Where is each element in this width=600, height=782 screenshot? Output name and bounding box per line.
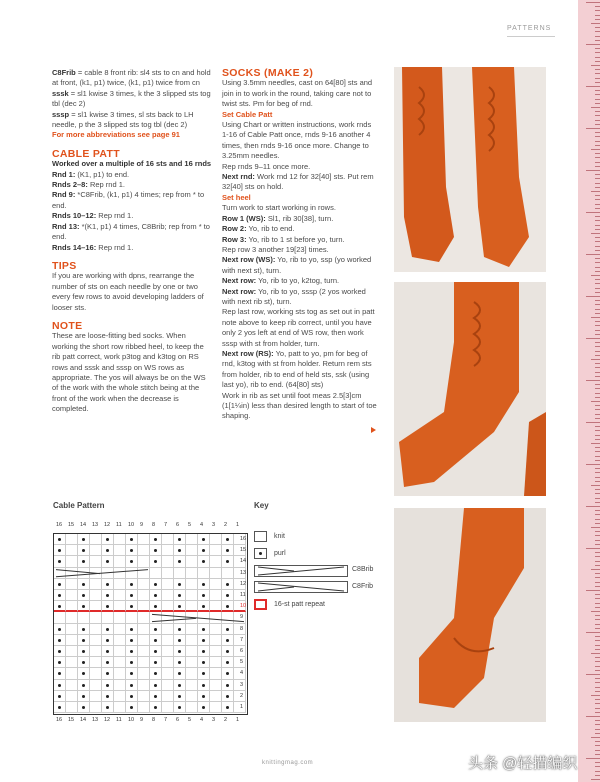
ruler-tick [595, 762, 600, 763]
ruler-tick [595, 246, 600, 247]
heel-row: Row 2: Yo, rib to end. [222, 224, 295, 234]
ruler-tick [595, 120, 600, 121]
ruler-tick [591, 65, 600, 66]
ruler-tick [595, 489, 600, 490]
ruler-tick [586, 674, 600, 675]
ruler-tick [595, 426, 600, 427]
ruler-tick [591, 611, 600, 612]
ruler-tick [595, 666, 600, 667]
ruler-tick [591, 527, 600, 528]
ruler-tick [595, 498, 600, 499]
ruler-tick [595, 477, 600, 478]
section-header: PATTERNS [507, 25, 552, 32]
ruler-tick [591, 149, 600, 150]
note-text: These are loose-fitting bed socks. When working the short row ribbed heel, to keep the rib patt correct, work p3tog and k3tog on RS rows and sssk and sssp on WS rows as appropriate. The yos will always be on the WS of the work with the whole stitch being at the front of the work when the decrease is completed. [52, 331, 206, 414]
ruler-tick [595, 561, 600, 562]
footer-url: knittingmag.com [262, 760, 314, 766]
ruler-tick [595, 78, 600, 79]
ruler-tick [595, 670, 600, 671]
heel-row: Rep last row, working sts tog as set out in patt note above to keep rib correct, until you have only 2 yos left at end of WS row, then work sssp with st from holder, turn. [222, 307, 375, 348]
ruler-tick [595, 262, 600, 263]
ruler-tick [595, 124, 600, 125]
next-rnd: Next rnd: Work rnd 12 for 32[40] sts. Put rem 32[40] sts on hold. [222, 172, 374, 192]
chart-col-number: 5 [188, 717, 192, 723]
ruler-tick [586, 44, 600, 45]
ruler-tick [595, 708, 600, 709]
ruler-tick [595, 271, 600, 272]
ruler-tick [591, 275, 600, 276]
chart-col-number: 16 [56, 717, 63, 723]
chart-col-number: 8 [152, 717, 156, 723]
chart-col-number: 10 [128, 717, 135, 723]
ruler-tick [595, 552, 600, 553]
ruler-tick [591, 191, 600, 192]
chart-row-number: 4 [240, 670, 244, 677]
heel-row: Work in rib as set until foot meas 2.5[3]cm (1[1¼in) less than desired length to start of toe shaping. [222, 390, 377, 421]
chart-col-number: 1 [236, 717, 240, 723]
socks-heading: SOCKS (MAKE 2) [222, 67, 314, 79]
chart-col-number: 12 [104, 522, 111, 528]
ruler-tick [595, 724, 600, 725]
ruler-tick [595, 304, 600, 305]
chart-row-number: 3 [240, 681, 244, 688]
heel-row: Row 1 (WS): Sl1, rib 30[38], turn. [222, 213, 334, 223]
cable-stroke [56, 570, 100, 574]
cable-chart-grid [53, 533, 248, 715]
continue-arrow-icon [371, 427, 376, 433]
ruler-tick [595, 405, 600, 406]
photo-sock-heel [394, 508, 546, 722]
key-label-c8brib: C8Brib [352, 566, 374, 573]
chart-col-number: 6 [176, 717, 180, 723]
ruler-tick [595, 40, 600, 41]
ruler-tick [595, 178, 600, 179]
chart-col-number: 14 [80, 522, 87, 528]
ruler-tick [586, 548, 600, 549]
ruler-tick [595, 187, 600, 188]
ruler-tick [595, 174, 600, 175]
heel-row: Next row: Yo, rib to yo, sssp (2 yos worked with next rib st), turn. [222, 286, 366, 306]
ruler-tick [595, 145, 600, 146]
ruler-tick [595, 510, 600, 511]
ruler-tick [595, 330, 600, 331]
ruler-tick [595, 367, 600, 368]
ruler-tick [586, 380, 600, 381]
chart-col-number: 7 [164, 522, 168, 528]
ruler-tick [595, 712, 600, 713]
chart-row-number: 7 [240, 636, 244, 643]
ruler-tick [595, 57, 600, 58]
ruler-tick [595, 73, 600, 74]
more-abbreviations-link[interactable]: For more abbreviations see page 91 [52, 130, 180, 140]
ruler-tick [595, 69, 600, 70]
ruler-tick [595, 31, 600, 32]
ruler-tick [595, 729, 600, 730]
chart-row-number: 13 [240, 569, 247, 576]
ruler-tick [595, 645, 600, 646]
ruler-tick [591, 317, 600, 318]
ruler-tick [595, 19, 600, 20]
key-label-knit: knit [274, 533, 285, 540]
ruler-tick [595, 523, 600, 524]
ruler-tick [595, 99, 600, 100]
ruler-tick [595, 36, 600, 37]
ruler-tick [595, 61, 600, 62]
chart-col-number: 12 [104, 717, 111, 723]
measuring-ruler [578, 0, 600, 782]
chart-col-number: 9 [140, 717, 144, 723]
ruler-tick [595, 699, 600, 700]
ruler-tick [595, 388, 600, 389]
chart-row-number: 2 [240, 692, 244, 699]
heel-row: Next row: Yo, rib to yo, k2tog, turn. [222, 276, 340, 286]
chart-col-number: 13 [92, 522, 99, 528]
tips-text: If you are working with dpns, rearrange the number of sts on each needle by one or two every few rows to avoid developing ladders of looser sts. [52, 271, 204, 312]
chart-row-number: 14 [240, 558, 247, 565]
chart-row-number: 10 [240, 603, 247, 610]
ruler-tick [595, 519, 600, 520]
photo-socks-pair [394, 67, 546, 272]
heel-row: Next row (RS): Yo, patt to yo, pm for beg of rnd, k3tog with st from holder. Return rem sts from holder, rib to end of held sts, ssk (using last yo), rib to end. (64[80] sts) [222, 348, 372, 390]
knit-key-symbol [254, 531, 267, 542]
ruler-tick [595, 619, 600, 620]
ruler-tick [595, 111, 600, 112]
chart-col-number: 1 [236, 522, 240, 528]
cable-stroke [152, 618, 196, 621]
cable-row: Rnds 2–8: Rep rnd 1. [52, 180, 125, 190]
ruler-tick [595, 733, 600, 734]
ruler-tick [595, 288, 600, 289]
ruler-tick [595, 687, 600, 688]
ruler-tick [595, 351, 600, 352]
ruler-tick [586, 716, 600, 717]
ruler-tick [586, 632, 600, 633]
ruler-tick [595, 283, 600, 284]
ruler-tick [586, 2, 600, 3]
ruler-tick [591, 233, 600, 234]
ruler-tick [595, 346, 600, 347]
cable-row: Rnd 13: *(K1, p1) 4 times, C8Brib; rep from * to end. [52, 221, 210, 242]
ruler-tick [595, 355, 600, 356]
ruler-tick [595, 309, 600, 310]
chart-col-number: 11 [116, 717, 122, 723]
chart-row-number: 16 [240, 536, 247, 542]
chart-col-number: 2 [224, 522, 228, 528]
chart-col-number: 6 [176, 522, 180, 528]
photo-sock-side [394, 282, 546, 496]
key-label-purl: purl [274, 550, 286, 557]
ruler-tick [595, 334, 600, 335]
chart-col-number: 16 [56, 522, 63, 528]
ruler-tick [595, 418, 600, 419]
ruler-tick [591, 401, 600, 402]
ruler-tick [595, 384, 600, 385]
ruler-tick [595, 624, 600, 625]
cable-row: Rnd 1: (K1, p1) to end. [52, 169, 130, 179]
ruler-tick [595, 573, 600, 574]
ruler-tick [595, 229, 600, 230]
ruler-tick [595, 577, 600, 578]
ruler-tick [586, 128, 600, 129]
ruler-tick [595, 27, 600, 28]
chart-col-number: 9 [140, 522, 144, 528]
column-2 [222, 68, 377, 422]
ruler-tick [595, 393, 600, 394]
heel-row: Next row (WS): Yo, rib to yo, ssp (yo worked with next st), turn. [222, 255, 372, 275]
cable-row: Rnds 10–12: Rep rnd 1. [52, 211, 134, 221]
ruler-tick [595, 183, 600, 184]
ruler-tick [595, 582, 600, 583]
chart-col-number: 10 [128, 522, 135, 528]
ruler-tick [595, 741, 600, 742]
ruler-tick [595, 447, 600, 448]
ruler-tick [595, 493, 600, 494]
chart-col-number: 4 [200, 522, 204, 528]
abbr-sssk: sssk = sl1 kwise 3 times, k the 3 slipped sts tog tbl (dec 2) [52, 88, 211, 109]
ruler-tick [591, 443, 600, 444]
set-heel-heading: Set heel [222, 192, 251, 202]
ruler-tick [595, 208, 600, 209]
ruler-tick [595, 720, 600, 721]
ruler-tick [595, 363, 600, 364]
ruler-tick [595, 468, 600, 469]
ruler-tick [591, 695, 600, 696]
ruler-tick [595, 237, 600, 238]
ruler-tick [595, 514, 600, 515]
ruler-tick [595, 153, 600, 154]
ruler-tick [595, 250, 600, 251]
cable-patt-heading: CABLE PATT [52, 147, 120, 160]
ruler-tick [595, 279, 600, 280]
chart-row-number: 5 [240, 659, 244, 666]
ruler-tick [595, 204, 600, 205]
ruler-tick [595, 535, 600, 536]
chart-col-number: 13 [92, 717, 99, 723]
ruler-tick [591, 779, 600, 780]
ruler-tick [595, 103, 600, 104]
ruler-tick [595, 52, 600, 53]
note-heading: NOTE [52, 319, 83, 332]
ruler-tick [595, 502, 600, 503]
ruler-tick [595, 342, 600, 343]
header-divider [507, 36, 555, 37]
ruler-tick [595, 649, 600, 650]
ruler-tick [595, 607, 600, 608]
socks-intro: Using 3.5mm needles, cast on 64[80] sts and join in to work in the round, taking care not to twist sts. Pm for beg of rnd. [222, 78, 373, 109]
chart-row-number: 8 [240, 625, 244, 632]
ruler-tick [595, 313, 600, 314]
ruler-tick [595, 199, 600, 200]
ruler-tick [595, 640, 600, 641]
ruler-tick [595, 90, 600, 91]
ruler-tick [595, 771, 600, 772]
ruler-tick [595, 472, 600, 473]
ruler-tick [591, 653, 600, 654]
cable-row: Rnds 14–16: Rep rnd 1. [52, 242, 134, 252]
ruler-tick [595, 678, 600, 679]
set-cable-heading: Set Cable Patt [222, 109, 273, 119]
column-1 [52, 68, 212, 415]
socks-pair-image [394, 67, 546, 272]
chart-col-number: 7 [164, 717, 168, 723]
ruler-tick [595, 10, 600, 11]
ruler-tick [595, 565, 600, 566]
ruler-tick [586, 758, 600, 759]
ruler-tick [595, 48, 600, 49]
cable-key-symbols [254, 565, 348, 595]
ruler-tick [586, 422, 600, 423]
abbr-c8frib: C8Frib = cable 8 front rib: sl4 sts to cn and hold at front, (k1, p1) twice, (k1, p1) twice from cn [52, 68, 211, 88]
ruler-tick [595, 636, 600, 637]
set-cable-text: Using Chart or written instructions, work rnds 1-16 of Cable Patt once, rnds 9-16 another 4 times, then rnds 9-16 once more. Change to 3.25mm needles. [222, 120, 372, 161]
ruler-tick [595, 166, 600, 167]
ruler-tick [595, 775, 600, 776]
patt-repeat-key-symbol [254, 599, 267, 610]
chart-col-number: 14 [80, 717, 87, 723]
ruler-tick [591, 359, 600, 360]
cable-lines [54, 534, 247, 714]
ruler-tick [595, 82, 600, 83]
ruler-tick [595, 6, 600, 7]
chart-row-number: 6 [240, 648, 244, 654]
ruler-tick [595, 750, 600, 751]
chart-col-number: 4 [200, 717, 204, 723]
ruler-tick [595, 267, 600, 268]
ruler-tick [595, 603, 600, 604]
ruler-tick [595, 15, 600, 16]
ruler-tick [595, 162, 600, 163]
ruler-tick [595, 132, 600, 133]
chart-row-number: 1 [240, 704, 244, 710]
ruler-tick [595, 691, 600, 692]
ruler-tick [595, 195, 600, 196]
ruler-tick [595, 586, 600, 587]
ruler-tick [586, 86, 600, 87]
ruler-tick [586, 254, 600, 255]
ruler-tick [586, 296, 600, 297]
ruler-tick [595, 258, 600, 259]
abbr-sssp: sssp = sl1 kwise 3 times, sl sts back to LH needle, p the 3 slipped sts tog tbl (dec 2) [52, 109, 194, 130]
ruler-tick [595, 376, 600, 377]
ruler-tick [595, 556, 600, 557]
rep-text: Rep rnds 9–11 once more. [222, 161, 311, 171]
ruler-tick [595, 661, 600, 662]
ruler-tick [595, 544, 600, 545]
ruler-tick [586, 506, 600, 507]
ruler-tick [595, 409, 600, 410]
ruler-tick [586, 590, 600, 591]
ruler-tick [595, 460, 600, 461]
ruler-tick [595, 766, 600, 767]
ruler-tick [595, 430, 600, 431]
tips-heading: TIPS [52, 259, 77, 272]
heel-intro: Turn work to start working in rows. [222, 203, 336, 213]
ruler-tick [595, 745, 600, 746]
ruler-tick [595, 628, 600, 629]
ruler-tick [595, 141, 600, 142]
ruler-tick [595, 703, 600, 704]
chart-col-number: 15 [68, 522, 75, 528]
chart-col-number: 15 [68, 717, 75, 723]
ruler-tick [595, 136, 600, 137]
ruler-tick [595, 94, 600, 95]
ruler-tick [595, 216, 600, 217]
chart-col-number: 5 [188, 522, 192, 528]
chart-title: Cable Pattern [53, 501, 105, 510]
chart-col-number: 8 [152, 522, 156, 528]
cable-row: Rnd 9: *C8Frib, (k1, p1) 4 times; rep from * to end. [52, 190, 205, 210]
ruler-tick [591, 23, 600, 24]
ruler-tick [595, 594, 600, 595]
ruler-tick [595, 241, 600, 242]
watermark: 头条 @轻描编织 [468, 755, 578, 772]
chart-col-number: 11 [116, 522, 122, 528]
ruler-tick [595, 754, 600, 755]
ruler-tick [591, 569, 600, 570]
chart-col-number: 3 [212, 717, 216, 723]
cable-patt-intro: Worked over a multiple of 16 sts and 16 rnds [52, 159, 212, 169]
key-label-repeat: 16-st patt repeat [274, 601, 325, 608]
ruler-tick [595, 439, 600, 440]
ruler-tick [586, 464, 600, 465]
ruler-tick [595, 157, 600, 158]
ruler-tick [595, 372, 600, 373]
ruler-tick [595, 292, 600, 293]
ruler-tick [595, 300, 600, 301]
ruler-tick [595, 220, 600, 221]
ruler-tick [595, 115, 600, 116]
ruler-tick [595, 456, 600, 457]
ruler-tick [595, 615, 600, 616]
heel-row: Row 3: Yo, rib to 1 st before yo, turn. [222, 234, 345, 244]
key-title: Key [254, 501, 269, 510]
ruler-tick [591, 737, 600, 738]
heel-row: Rep row 3 another 19[23] times. [222, 244, 329, 254]
purl-key-symbol [254, 548, 267, 559]
ruler-tick [595, 531, 600, 532]
ruler-tick [586, 338, 600, 339]
ruler-tick [595, 451, 600, 452]
ruler-tick [595, 435, 600, 436]
sock-side-image [394, 282, 546, 496]
ruler-tick [591, 485, 600, 486]
ruler-tick [586, 212, 600, 213]
chart-row-number: 9 [240, 614, 244, 621]
chart-row-number: 11 [240, 592, 246, 598]
chart-row-number: 15 [240, 547, 247, 554]
ruler-tick [595, 682, 600, 683]
key-label-c8frib: C8Frib [352, 583, 374, 590]
ruler-tick [595, 414, 600, 415]
ruler-tick [586, 170, 600, 171]
ruler-tick [591, 107, 600, 108]
ruler-tick [595, 225, 600, 226]
ruler-tick [595, 321, 600, 322]
chart-row-number: 12 [240, 580, 247, 587]
chart-col-number: 3 [212, 522, 216, 528]
sock-heel-image [394, 508, 546, 722]
ruler-tick [595, 657, 600, 658]
chart-col-number: 2 [224, 717, 228, 723]
ruler-tick [595, 397, 600, 398]
ruler-tick [595, 325, 600, 326]
ruler-tick [595, 481, 600, 482]
ruler-tick [595, 540, 600, 541]
ruler-tick [595, 598, 600, 599]
